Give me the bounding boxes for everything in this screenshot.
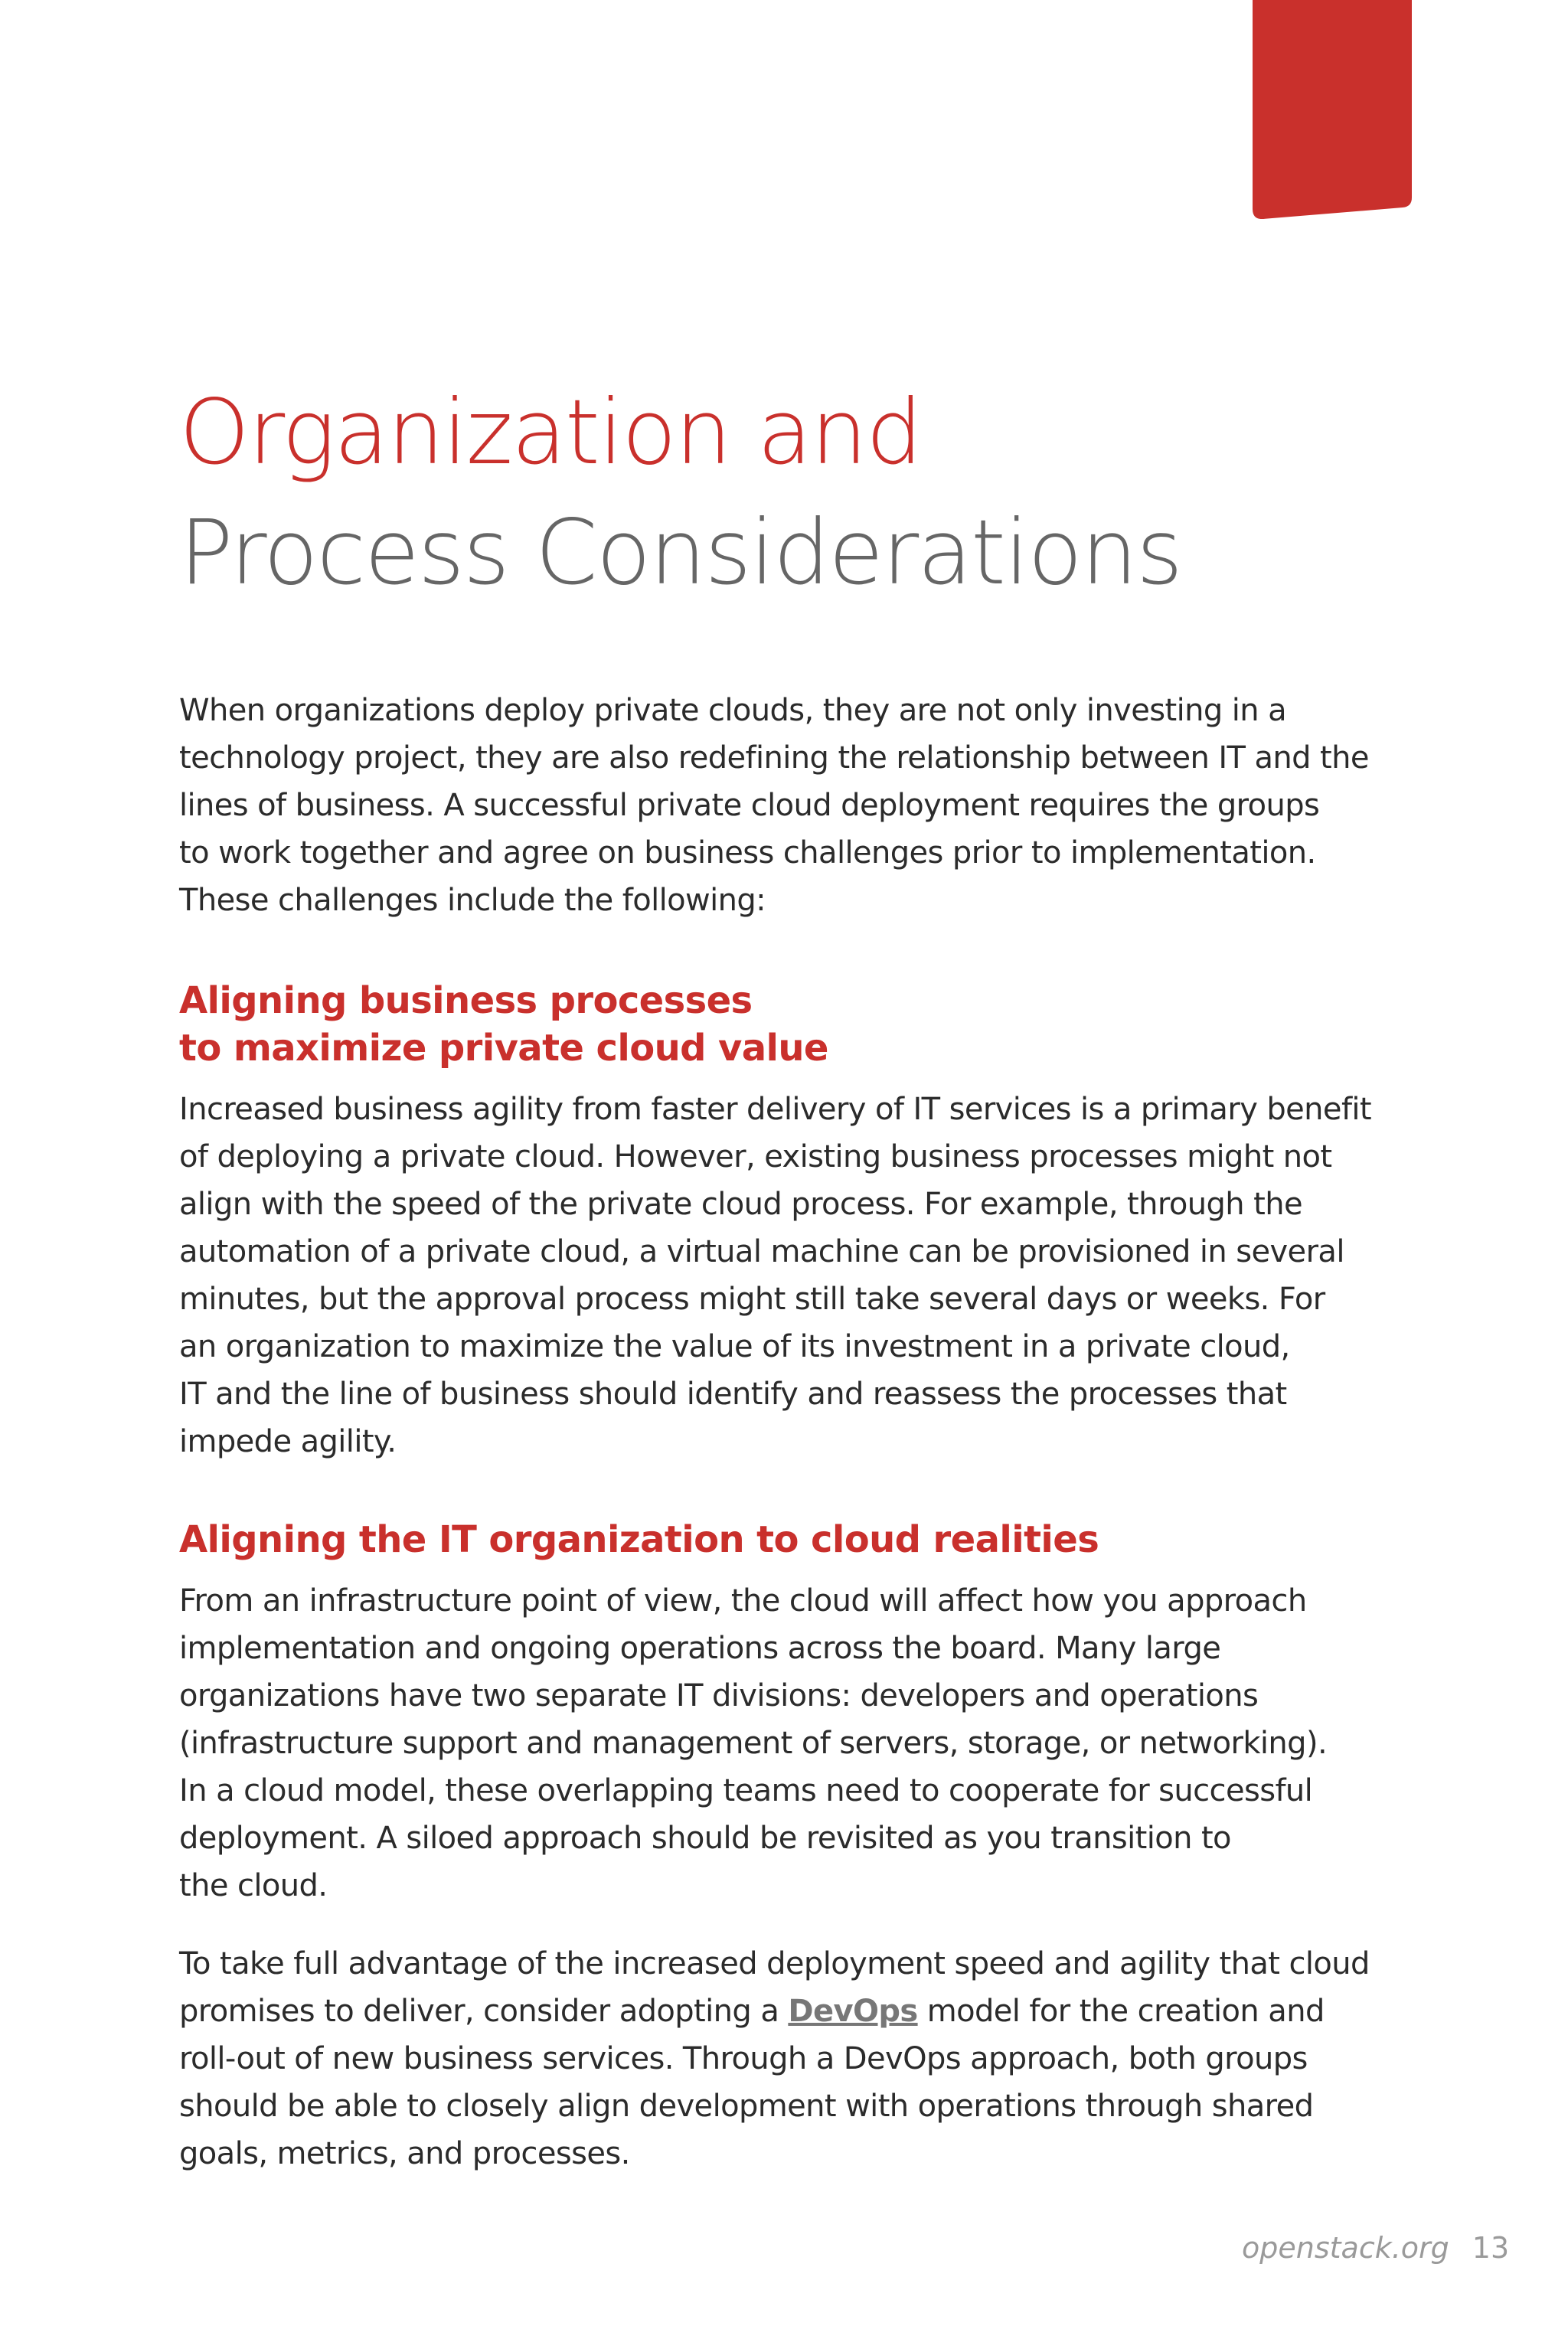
section-2-line: organizations have two separate IT divisions: developers and operations <box>179 1678 1259 1713</box>
corner-tab-decoration <box>1253 0 1412 219</box>
section-1-heading-line: Aligning business processes <box>179 979 753 1022</box>
footer-site: openstack.org <box>1242 2231 1449 2265</box>
page-title-line-2: Process Considerations <box>179 500 1182 605</box>
section-2-line: implementation and ongoing operations across the board. Many large <box>179 1631 1221 1666</box>
section-1-line: align with the speed of the private cloud process. For example, through the <box>179 1187 1302 1222</box>
section-2-p2-line: roll-out of new business services. Through a DevOps approach, both groups <box>179 2041 1308 2076</box>
intro-paragraph <box>179 687 1369 924</box>
section-1-line: automation of a private cloud, a virtual machine can be provisioned in several <box>179 1234 1344 1269</box>
section-2-heading <box>179 1516 1099 1563</box>
page-title <box>179 372 1181 612</box>
section-1-line: IT and the line of business should identify and reassess the processes that <box>179 1377 1287 1412</box>
section-2-line: From an infrastructure point of view, the cloud will affect how you approach <box>179 1583 1307 1619</box>
section-1-line: an organization to maximize the value of its investment in a private cloud, <box>179 1329 1290 1364</box>
section-2-paragraph-2 <box>179 1940 1370 2177</box>
section-1-line: of deploying a private cloud. However, existing business processes might not <box>179 1139 1332 1174</box>
section-2-p2-line: goals, metrics, and processes. <box>179 2136 630 2171</box>
section-2-p2-text: model for the creation and <box>917 1994 1325 2029</box>
intro-line: When organizations deploy private clouds, they are not only investing in a <box>179 693 1287 728</box>
section-2-line: In a cloud model, these overlapping teams need to cooperate for successful <box>179 1773 1313 1808</box>
section-1-line: Increased business agility from faster delivery of IT services is a primary benefit <box>179 1092 1372 1127</box>
devops-link[interactable]: DevOps <box>788 1994 918 2029</box>
section-2-line: the cloud. <box>179 1868 328 1903</box>
section-1-heading <box>179 977 828 1072</box>
section-2-p2-line <box>179 1988 1370 2035</box>
intro-line: These challenges include the following: <box>179 883 766 918</box>
intro-line: lines of business. A successful private cloud deployment requires the groups <box>179 788 1320 823</box>
intro-line: technology project, they are also redefining the relationship between IT and the <box>179 740 1369 776</box>
section-2-line: deployment. A siloed approach should be revisited as you transition to <box>179 1821 1231 1856</box>
section-2-p2-line: To take full advantage of the increased deployment speed and agility that cloud <box>179 1946 1370 1981</box>
page-footer <box>1242 2231 1509 2265</box>
intro-line: to work together and agree on business challenges prior to implementation. <box>179 835 1316 871</box>
section-2-heading-line: Aligning the IT organization to cloud realities <box>179 1518 1099 1561</box>
page-title-line-1: Organization and <box>179 380 922 485</box>
section-1-paragraph <box>179 1086 1371 1465</box>
section-1-heading-line: to maximize private cloud value <box>179 1027 828 1070</box>
section-1-line: impede agility. <box>179 1424 397 1459</box>
section-2-p2-line: should be able to closely align development with operations through shared <box>179 2089 1314 2124</box>
page-number: 13 <box>1472 2231 1510 2265</box>
section-2-line: (infrastructure support and management of servers, storage, or networking). <box>179 1726 1328 1761</box>
section-2-paragraph <box>179 1577 1327 1909</box>
section-1-line: minutes, but the approval process might still take several days or weeks. For <box>179 1282 1325 1317</box>
section-2-p2-text: promises to deliver, consider adopting a <box>179 1994 789 2029</box>
